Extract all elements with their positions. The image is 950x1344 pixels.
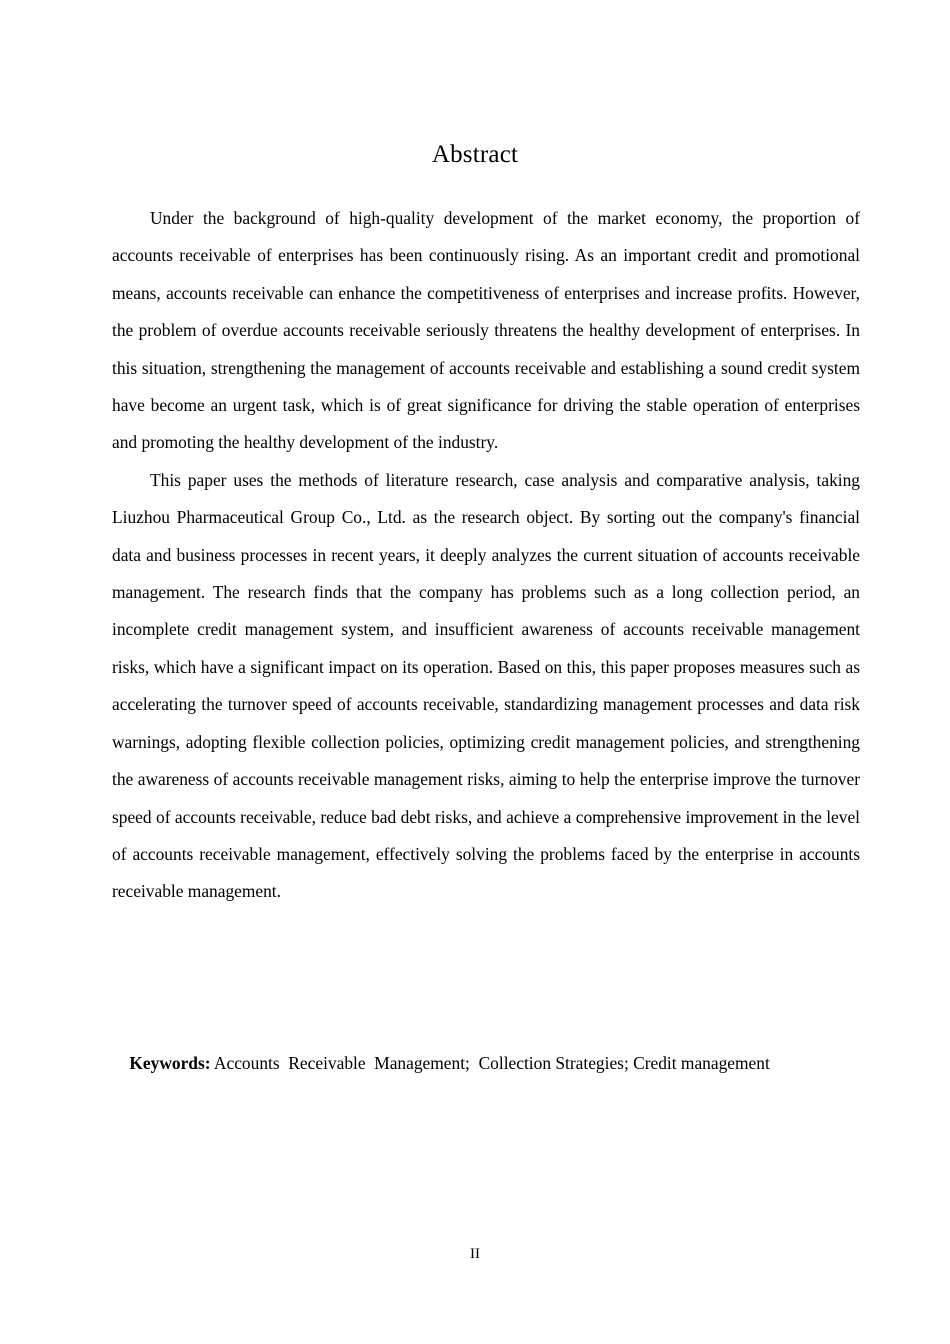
abstract-paragraph-1: Under the background of high-quality development of the market economy, the proportion of accounts receivable of enterprises has been continuously rising. As an important credit and promotional means, accounts receivable can enhance the competitiveness of enterprises and increase profits. However, the problem of overdue accounts receivable seriously threatens the healthy development of enterprises. In this situation, strengthening the management of accounts receivable and establishing a sound credit system have become an urgent task, which is of great significance for driving the stable operation of enterprises and promoting the healthy development of the industry. [112,208,860,453]
page-title: Abstract [431,140,519,168]
keywords-line [112,1021,860,1105]
abstract-paragraph-2: This paper uses the methods of literature research, case analysis and comparative analysis, taking Liuzhou Pharmaceutical Group Co., Ltd. as the research object. By sorting out the company's financial data and business processes in recent years, it deeply analyzes the current situation of accounts receivable management. The research finds that the company has problems such as a long collection period, an incomplete credit management system, and insufficient awareness of accounts receivable management risks, which have a significant impact on its operation. Based on this, this paper proposes measures such as accelerating the turnover speed of accounts receivable, standardizing management processes and data risk warnings, adopting flexible collection policies, optimizing credit management policies, and strengthening the awareness of accounts receivable management risks, aiming to help the enterprise improve the turnover speed of accounts receivable, reduce bad debt risks, and achieve a comprehensive improvement in the level of accounts receivable management, effectively solving the problems faced by the enterprise in accounts receivable management. [112,469,860,902]
page-number: II [470,1246,480,1262]
keywords-value: Accounts Receivable Management; Collection Strategies; Credit management [210,1053,770,1073]
abstract-body [112,200,860,911]
keywords-label: Keywords: [129,1053,211,1073]
